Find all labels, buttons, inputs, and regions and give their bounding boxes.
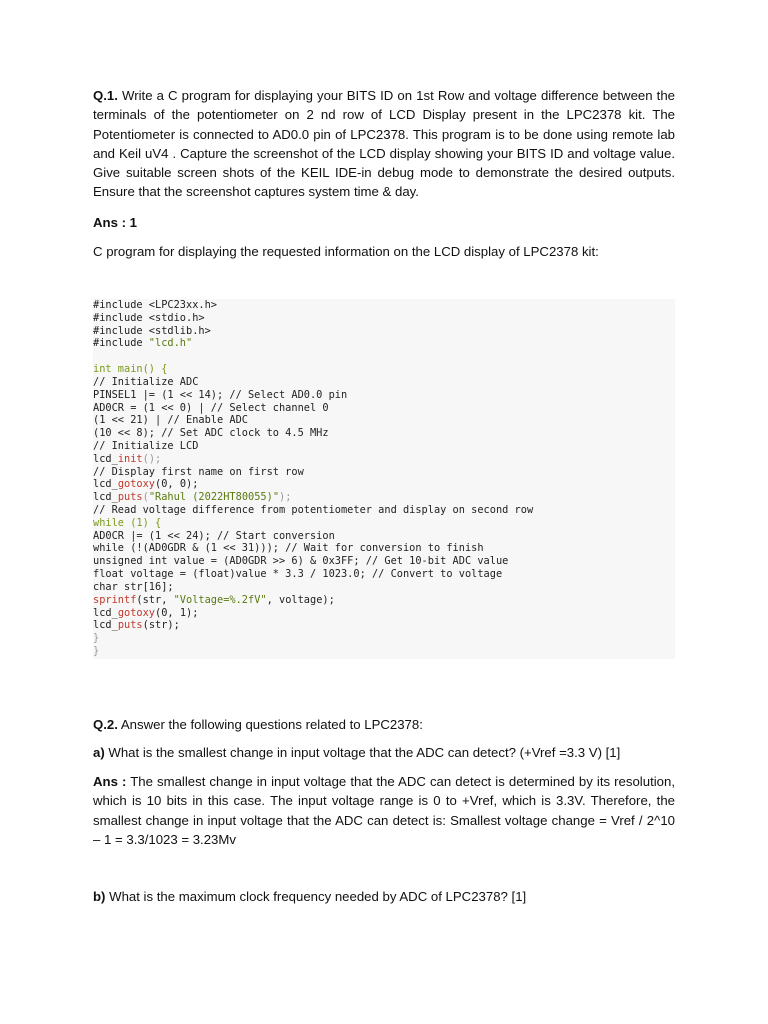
code-token: (); (142, 452, 162, 465)
code-line: } (93, 632, 100, 645)
question-2b-label: b) (93, 889, 106, 904)
question-2a-text: What is the smallest change in input voltage that the ADC can detect? (+Vref =3.3 V) [1] (104, 745, 621, 760)
code-line: // Initialize ADC (93, 375, 199, 388)
code-line (93, 453, 675, 466)
code-token: lcd_ (93, 606, 118, 619)
code-token: (str); (142, 619, 180, 632)
question-1 (93, 86, 675, 202)
code-line: #include <stdlib.h> (93, 324, 211, 337)
code-token: (0, 1); (155, 606, 199, 619)
code-token: lcd_ (93, 478, 118, 491)
code-line: float voltage = (float)value * 3.3 / 1023.0; // Convert to voltage (93, 568, 503, 581)
question-2b-text: What is the maximum clock frequency needed by ADC of LPC2378? [1] (105, 889, 527, 904)
code-line: while (1) { (93, 516, 162, 529)
code-line: // Read voltage difference from potentiometer and display on second row (93, 504, 534, 516)
code-blank-line (93, 350, 675, 363)
code-line (93, 491, 675, 504)
question-2-label: Q.2. (93, 717, 118, 732)
code-token: , voltage); (266, 593, 335, 606)
answer-2a (93, 772, 675, 849)
answer-2a-text: The smallest change in input voltage that the ADC can detect is determined by its resolution, which is 10 bits in this case. The input voltage range is 0 to +Vref, which is 3.3V. Therefore, the smallest change in input voltage that the ADC can detect is: Smallest voltage change = Vref / 2^10 – 1 = 3.3/1023 = 3.23Mv (93, 774, 675, 847)
code-function: gotoxy (117, 606, 156, 619)
code-token: ); (279, 491, 292, 504)
code-line: // Display first name on first row (93, 465, 304, 478)
code-line: (1 << 21) | // Enable ADC (93, 414, 248, 427)
question-2b (93, 887, 675, 906)
code-line: AD0CR |= (1 << 24); // Start conversion (93, 529, 335, 542)
question-2-text: Answer the following questions related to LPC2378: (117, 717, 423, 732)
code-line: PINSEL1 |= (1 << 14); // Select AD0.0 pin (93, 388, 348, 401)
code-string: "Voltage=%.2fV" (173, 593, 267, 606)
code-function: init (117, 452, 143, 465)
code-line: (10 << 8); // Set ADC clock to 4.5 MHz (93, 427, 329, 440)
code-intro-text: C program for displaying the requested information on the LCD display of LPC2378 kit: (93, 244, 599, 259)
question-1-label: Q.1. (93, 88, 118, 103)
code-block (93, 299, 675, 659)
code-line: AD0CR = (1 << 0) | // Select channel 0 (93, 401, 329, 414)
code-token: lcd_ (93, 491, 118, 504)
code-line: } (93, 644, 100, 657)
code-token: (0, 0); (155, 478, 199, 491)
code-line (93, 607, 675, 620)
answer-2a-label: Ans : (93, 774, 127, 789)
code-string: "lcd.h" (148, 337, 193, 350)
code-line: char str[16]; (93, 580, 174, 593)
code-function: sprintf (93, 593, 137, 606)
answer-1-heading: Ans : 1 (93, 215, 137, 230)
code-line (93, 594, 675, 607)
code-token: #include (93, 337, 149, 350)
question-2a (93, 743, 675, 762)
question-1-text: Write a C program for displaying your BITS ID on 1st Row and voltage difference between the terminals of the potentiometer on 2 nd row of LCD Display present in the LPC2378 kit. The Potentiometer is connected to AD0.0 pin of LPC2378. This program is to be done using remote lab and Keil uV4 . Capture the screenshot of the LCD display showing your BITS ID and voltage value. Give suitable screen shots of the KEIL IDE-in debug mode to demonstrate the desired outputs. Ensure that the screenshot captures system time & day. (93, 88, 675, 200)
code-token: ( (142, 491, 149, 504)
code-token: lcd_ (93, 619, 118, 632)
code-line: // Initialize LCD (93, 439, 199, 452)
code-token: (str, (136, 593, 174, 606)
code-line: while (!(AD0GDR & (1 << 31))); // Wait for conversion to finish (93, 542, 484, 555)
code-function: puts (117, 619, 143, 632)
code-line: #include <stdio.h> (93, 311, 205, 324)
code-line: unsigned int value = (AD0GDR >> 6) & 0x3FF; // Get 10-bit ADC value (93, 555, 509, 568)
code-function: gotoxy (117, 478, 156, 491)
code-token: lcd_ (93, 452, 118, 465)
question-2 (93, 715, 423, 734)
code-line (93, 478, 675, 491)
code-line (93, 619, 675, 632)
code-line (93, 337, 675, 350)
code-function: puts (117, 491, 143, 504)
code-line: #include <LPC23xx.h> (93, 299, 217, 311)
code-line: int main() { (93, 363, 168, 376)
question-2a-label: a) (93, 745, 105, 760)
code-string: "Rahul (2022HT80055)" (148, 491, 280, 504)
